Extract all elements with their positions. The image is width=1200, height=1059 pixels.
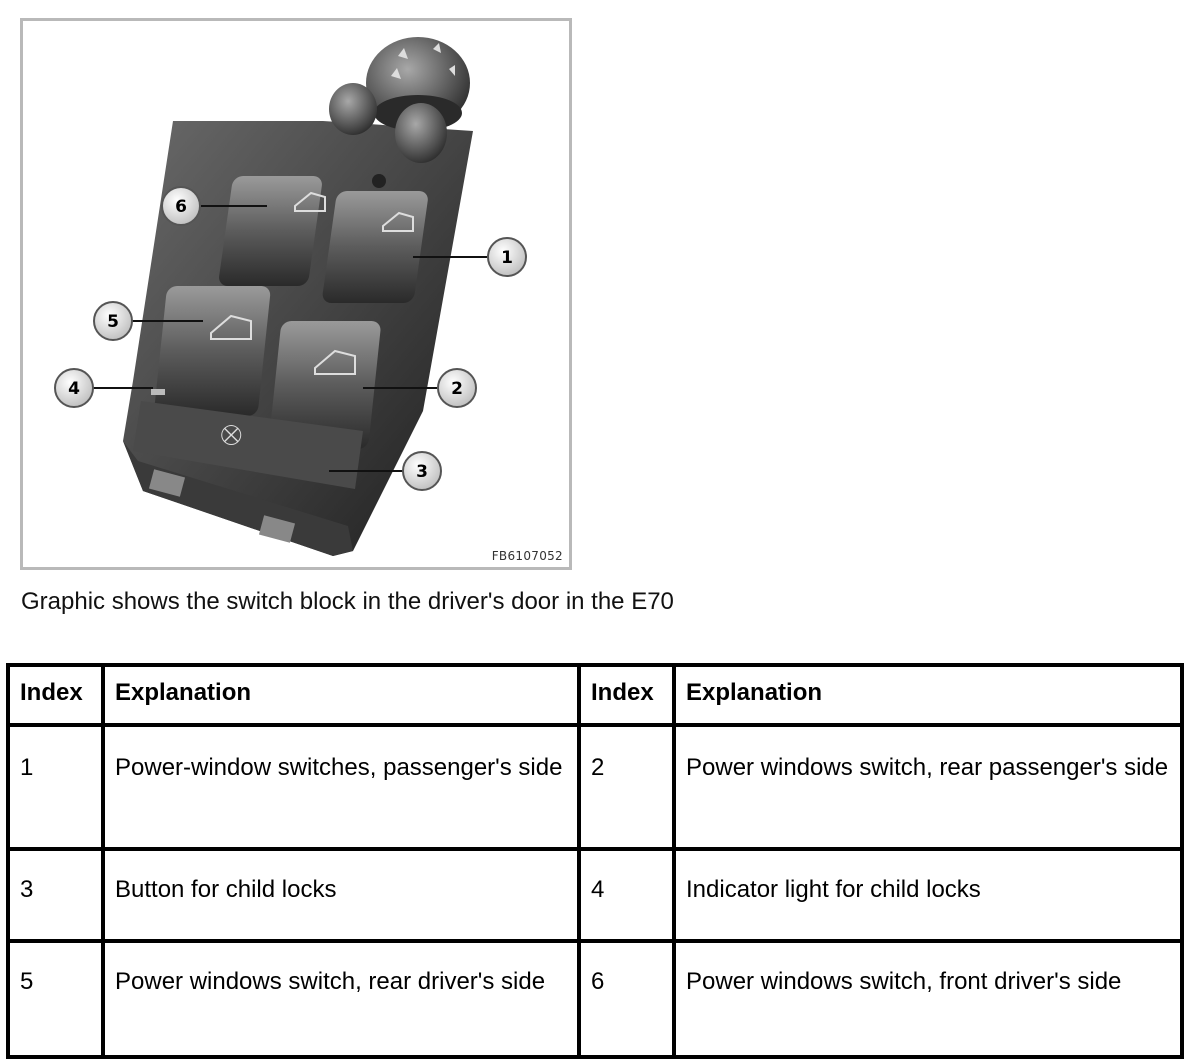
index-table (6, 663, 1184, 1059)
explanation-cell: Power windows switch, rear passenger's side (674, 725, 1182, 849)
window-key-1 (321, 191, 429, 303)
explanation-cell: Power-window switches, passenger's side (103, 725, 579, 849)
column-header-index: Index (579, 665, 674, 725)
callout-label: 5 (107, 312, 119, 332)
explanation-cell: Power windows switch, front driver's side (674, 941, 1182, 1057)
index-cell: 3 (8, 849, 103, 941)
callout-3 (403, 452, 441, 490)
window-key-5 (153, 286, 271, 416)
table-row (8, 725, 1182, 849)
index-cell: 6 (579, 941, 674, 1057)
callout-label: 6 (175, 197, 187, 217)
column-header-explanation: Explanation (103, 665, 579, 725)
child-lock-indicator (151, 389, 165, 395)
switch-block-illustration (23, 21, 569, 567)
index-cell: 4 (579, 849, 674, 941)
window-key-6 (218, 176, 323, 286)
explanation-cell: Power windows switch, rear driver's side (103, 941, 579, 1057)
column-header-index: Index (8, 665, 103, 725)
column-header-explanation: Explanation (674, 665, 1182, 725)
callout-label: 1 (501, 248, 513, 268)
callout-1 (488, 238, 526, 276)
callout-label: 4 (68, 379, 80, 399)
table-row (8, 849, 1182, 941)
figure-caption: Graphic shows the switch block in the driver's door in the E70 (21, 588, 674, 615)
callout-5 (94, 302, 132, 340)
figure-code: FB6107052 (491, 549, 563, 563)
index-cell: 5 (8, 941, 103, 1057)
switch-block-figure (20, 18, 572, 570)
explanation-cell: Button for child locks (103, 849, 579, 941)
index-cell: 2 (579, 725, 674, 849)
callout-2 (438, 369, 476, 407)
callout-4 (55, 369, 93, 407)
callout-label: 2 (451, 379, 463, 399)
table-header-row (8, 665, 1182, 725)
callout-6 (162, 187, 200, 225)
explanation-cell: Indicator light for child locks (674, 849, 1182, 941)
callout-label: 3 (416, 462, 428, 482)
mirror-select-knob (329, 83, 377, 135)
index-cell: 1 (8, 725, 103, 849)
table-row (8, 941, 1182, 1057)
svg-text:⛒: ⛒ (221, 422, 242, 446)
